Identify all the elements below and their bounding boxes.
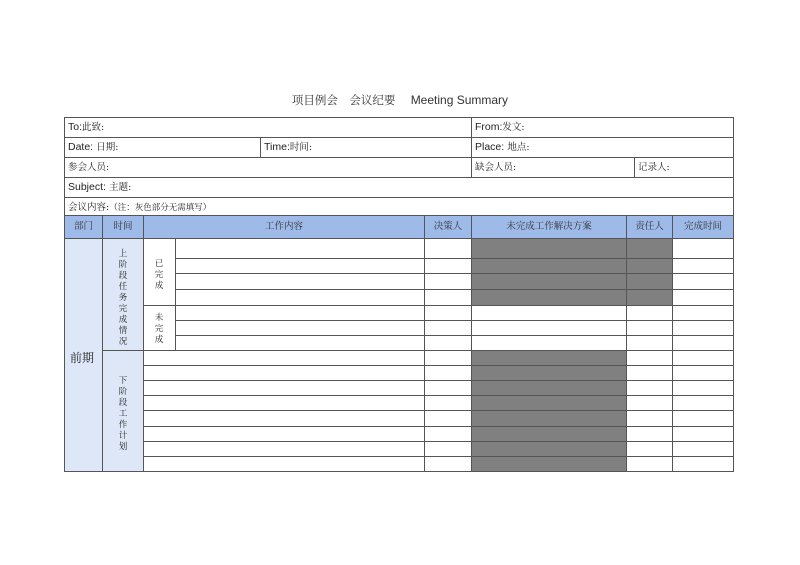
grid-hline [143, 441, 734, 442]
grid-hline [143, 456, 734, 457]
place-cell[interactable] [472, 138, 734, 157]
row-attendees [64, 157, 734, 177]
absentees-cell[interactable]: 缺会人员: [475, 162, 517, 173]
grid-hline [143, 426, 734, 427]
from-label: From: [475, 121, 503, 133]
col-decider: 决策人 [424, 215, 472, 239]
meeting-info-table [64, 117, 734, 218]
content-label: 会议内容: [68, 202, 110, 213]
grid-hline [143, 365, 734, 366]
shaded-owner-done [627, 239, 672, 305]
undone-label: 未 完 成 [154, 313, 164, 345]
place-zh: 地点: [507, 142, 530, 153]
title-zh: 项目例会 会议纪要 [291, 93, 396, 107]
title-en: Meeting Summary [410, 93, 509, 107]
time-cell[interactable] [261, 138, 471, 157]
time-label: Time: [264, 141, 290, 153]
row-to-from [64, 117, 734, 137]
col-time: 时间 [102, 215, 144, 239]
time-zh: 时间: [289, 142, 313, 153]
grid-hline [176, 273, 734, 274]
col-solution: 未完成工作解决方案 [471, 215, 627, 239]
date-label: Date: [68, 141, 94, 153]
grid-hline [176, 289, 734, 290]
recorder-cell[interactable]: 记录人: [638, 162, 670, 173]
grid-hline [143, 380, 734, 381]
to-zh: 此致: [82, 122, 105, 133]
work-table [64, 215, 734, 472]
col-dept: 部门 [64, 215, 103, 239]
date-cell[interactable] [65, 138, 260, 157]
grid-hline [176, 320, 734, 321]
col-owner: 责任人 [626, 215, 673, 239]
done-label: 已 完 成 [154, 259, 164, 291]
grid-hline [176, 335, 734, 336]
stage-prev-label: 上 阶 段 任 务 完 成 情 况 [118, 249, 128, 347]
to-cell[interactable] [65, 118, 471, 137]
page-title [0, 92, 800, 108]
date-zh: 日期: [96, 142, 119, 153]
period-label: 前期 [70, 351, 95, 365]
col-content: 工作内容 [143, 215, 425, 239]
row-subject [64, 177, 734, 197]
grid-hline [176, 258, 734, 259]
grid-hline [143, 305, 734, 306]
shaded-solution-done [472, 239, 626, 305]
shaded-solution-next [472, 351, 626, 471]
grid-hline [143, 410, 734, 411]
grid-hline [143, 350, 734, 351]
subject-label: Subject: [68, 181, 106, 193]
from-cell[interactable] [472, 118, 734, 137]
content-note: （注：灰色部分无需填写） [109, 203, 212, 213]
from-zh: 发文: [502, 122, 525, 133]
attendees-cell[interactable]: 参会人员: [68, 162, 110, 173]
row-date-time-place [64, 137, 734, 157]
subject-zh: 主题: [109, 182, 132, 193]
to-label: To: [68, 121, 83, 133]
stage-next-label: 下 阶 段 工 作 计 划 [118, 376, 128, 452]
place-label: Place: [475, 141, 505, 153]
subject-cell[interactable] [65, 178, 734, 197]
col-deadline: 完成时间 [672, 215, 734, 239]
grid-hline [143, 395, 734, 396]
